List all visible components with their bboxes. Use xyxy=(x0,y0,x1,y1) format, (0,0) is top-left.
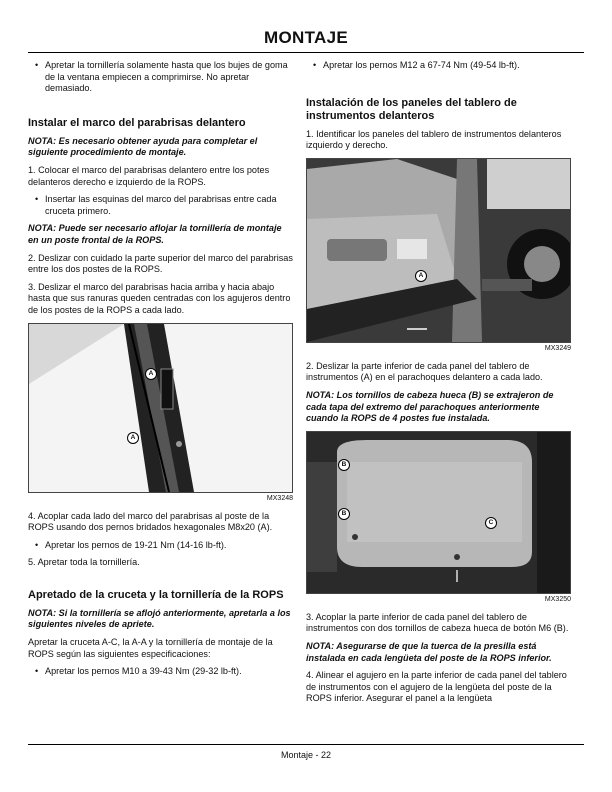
step-3-windshield: 3. Deslizar el marco del parabrisas hacia arriba y hacia abajo hasta que sus ranuras queden centradas con los agujeros dentro de los postes de la ROPS a cada lado. xyxy=(28,281,291,315)
page-number: Montaje - 22 xyxy=(280,750,332,760)
figure-caption-mx3250: MX3250 xyxy=(544,595,571,603)
step-4-windshield: 4. Acoplar cada lado del marco del parabrisas al poste de la ROPS usando dos pernos bridados hexagonales M8x20 (A). xyxy=(28,510,273,533)
bullet-torque-m8: • Apretar los pernos de 19-21 Nm (14-16 lb-ft). xyxy=(28,540,293,552)
page-title: MONTAJE xyxy=(264,28,348,47)
page-header xyxy=(28,28,584,53)
section-heading-rops-torque: Apretado de la cruceta y la tornillería de la ROPS xyxy=(28,588,284,601)
step-2-dash: 2. Deslizar la parte inferior de cada panel del tablero de instrumentos (A) en el parachoques delantero a cada lado. xyxy=(306,360,543,383)
step-1-dash: 1. Identificar los paneles del tablero de instrumentos delanteros izquierdo y derecho. xyxy=(306,128,562,151)
note-retighten: NOTA: Si la tornillería se aflojó anteriormente, apretarla a los siguientes niveles de apriete. xyxy=(28,607,291,630)
step-4-dash: 4. Alinear el agujero en la parte inferior de cada panel del tablero de instrumentos con el agujero de la lengüeta del poste de la ROPS inferior. Asegurar el panel a la lengüeta xyxy=(306,670,567,704)
step-3-dash: 3. Acoplar la parte inferior de cada panel del tablero de instrumentos con dos tornillos de cabeza hueca de botón M6 (B). xyxy=(306,611,569,634)
section-heading-windshield: Instalar el marco del parabrisas delantero xyxy=(28,116,246,129)
figure-caption-mx3248: MX3248 xyxy=(266,494,293,502)
bullet-torque-m12: • Apretar los pernos M12 a 67-74 Nm (49-54 lb-ft). xyxy=(306,60,571,72)
callout-a-lower: A xyxy=(127,432,139,444)
figure-mx3249 xyxy=(306,158,571,343)
note-socket-screws: NOTA: Los tornillos de cabeza hueca (B) se extrajeron de cada tapa del extremo del parachoques anteriormente cuando la ROPS de 4 postes fue instalada. xyxy=(306,389,554,424)
callout-b-lower: B xyxy=(338,508,350,520)
footer-rule xyxy=(28,744,584,745)
callout-a-dash: A xyxy=(415,270,427,282)
section-heading-dash-panels: Instalación de los paneles del tablero de instrumentos delanteros xyxy=(306,96,517,122)
step-2-windshield: 2. Deslizar con cuidado la parte superior del marco del parabrisas entre los dos postes de la ROPS. xyxy=(28,252,293,275)
bullet-tighten-bushings: • Apretar la tornillería solamente hasta que los bujes de goma de la ventana empiecen a comprimirse. No apretar demasiado. xyxy=(28,60,293,95)
figure-caption-mx3249: MX3249 xyxy=(544,344,571,352)
callout-b-upper: B xyxy=(338,459,350,471)
header-rule xyxy=(28,52,584,53)
bullet-insert-corners: • Insertar las esquinas del marco del parabrisas entre cada cruceta primero. xyxy=(28,194,293,217)
callout-a-upper: A xyxy=(145,368,157,380)
right-column xyxy=(306,60,571,711)
step-1-windshield: 1. Colocar el marco del parabrisas delantero entre los potes delanteros derecho e izquierdo de la ROPS. xyxy=(28,164,270,187)
figure-mx3250 xyxy=(306,431,571,594)
page-footer xyxy=(28,744,584,760)
left-column xyxy=(28,60,293,684)
callout-c: C xyxy=(485,517,497,529)
step-5-windshield: 5. Apretar toda la tornillería. xyxy=(28,557,140,568)
bullet-torque-m10: • Apretar los pernos M10 a 39-43 Nm (29-32 lb-ft). xyxy=(28,666,293,678)
paragraph-torque-specs: Apretar la cruceta A-C, la A-A y la tornillería de montaje de la ROPS según las siguientes especificaciones: xyxy=(28,637,273,659)
dash-panel-illustration xyxy=(307,159,571,342)
note-loosen-hardware: NOTA: Puede ser necesario aflojar la tornillería de montaje en un poste frontal de la ROPS. xyxy=(28,223,282,245)
note-help-required: NOTA: Es necesario obtener ayuda para completar el siguiente procedimiento de montaje. xyxy=(28,135,258,158)
figure-mx3248 xyxy=(28,323,293,493)
windshield-post-illustration xyxy=(29,324,293,492)
note-clip-nut: NOTA: Asegurarse de que la tuerca de la presilla está instalada en cada lengüeta del poste de la ROPS inferior. xyxy=(306,640,552,663)
